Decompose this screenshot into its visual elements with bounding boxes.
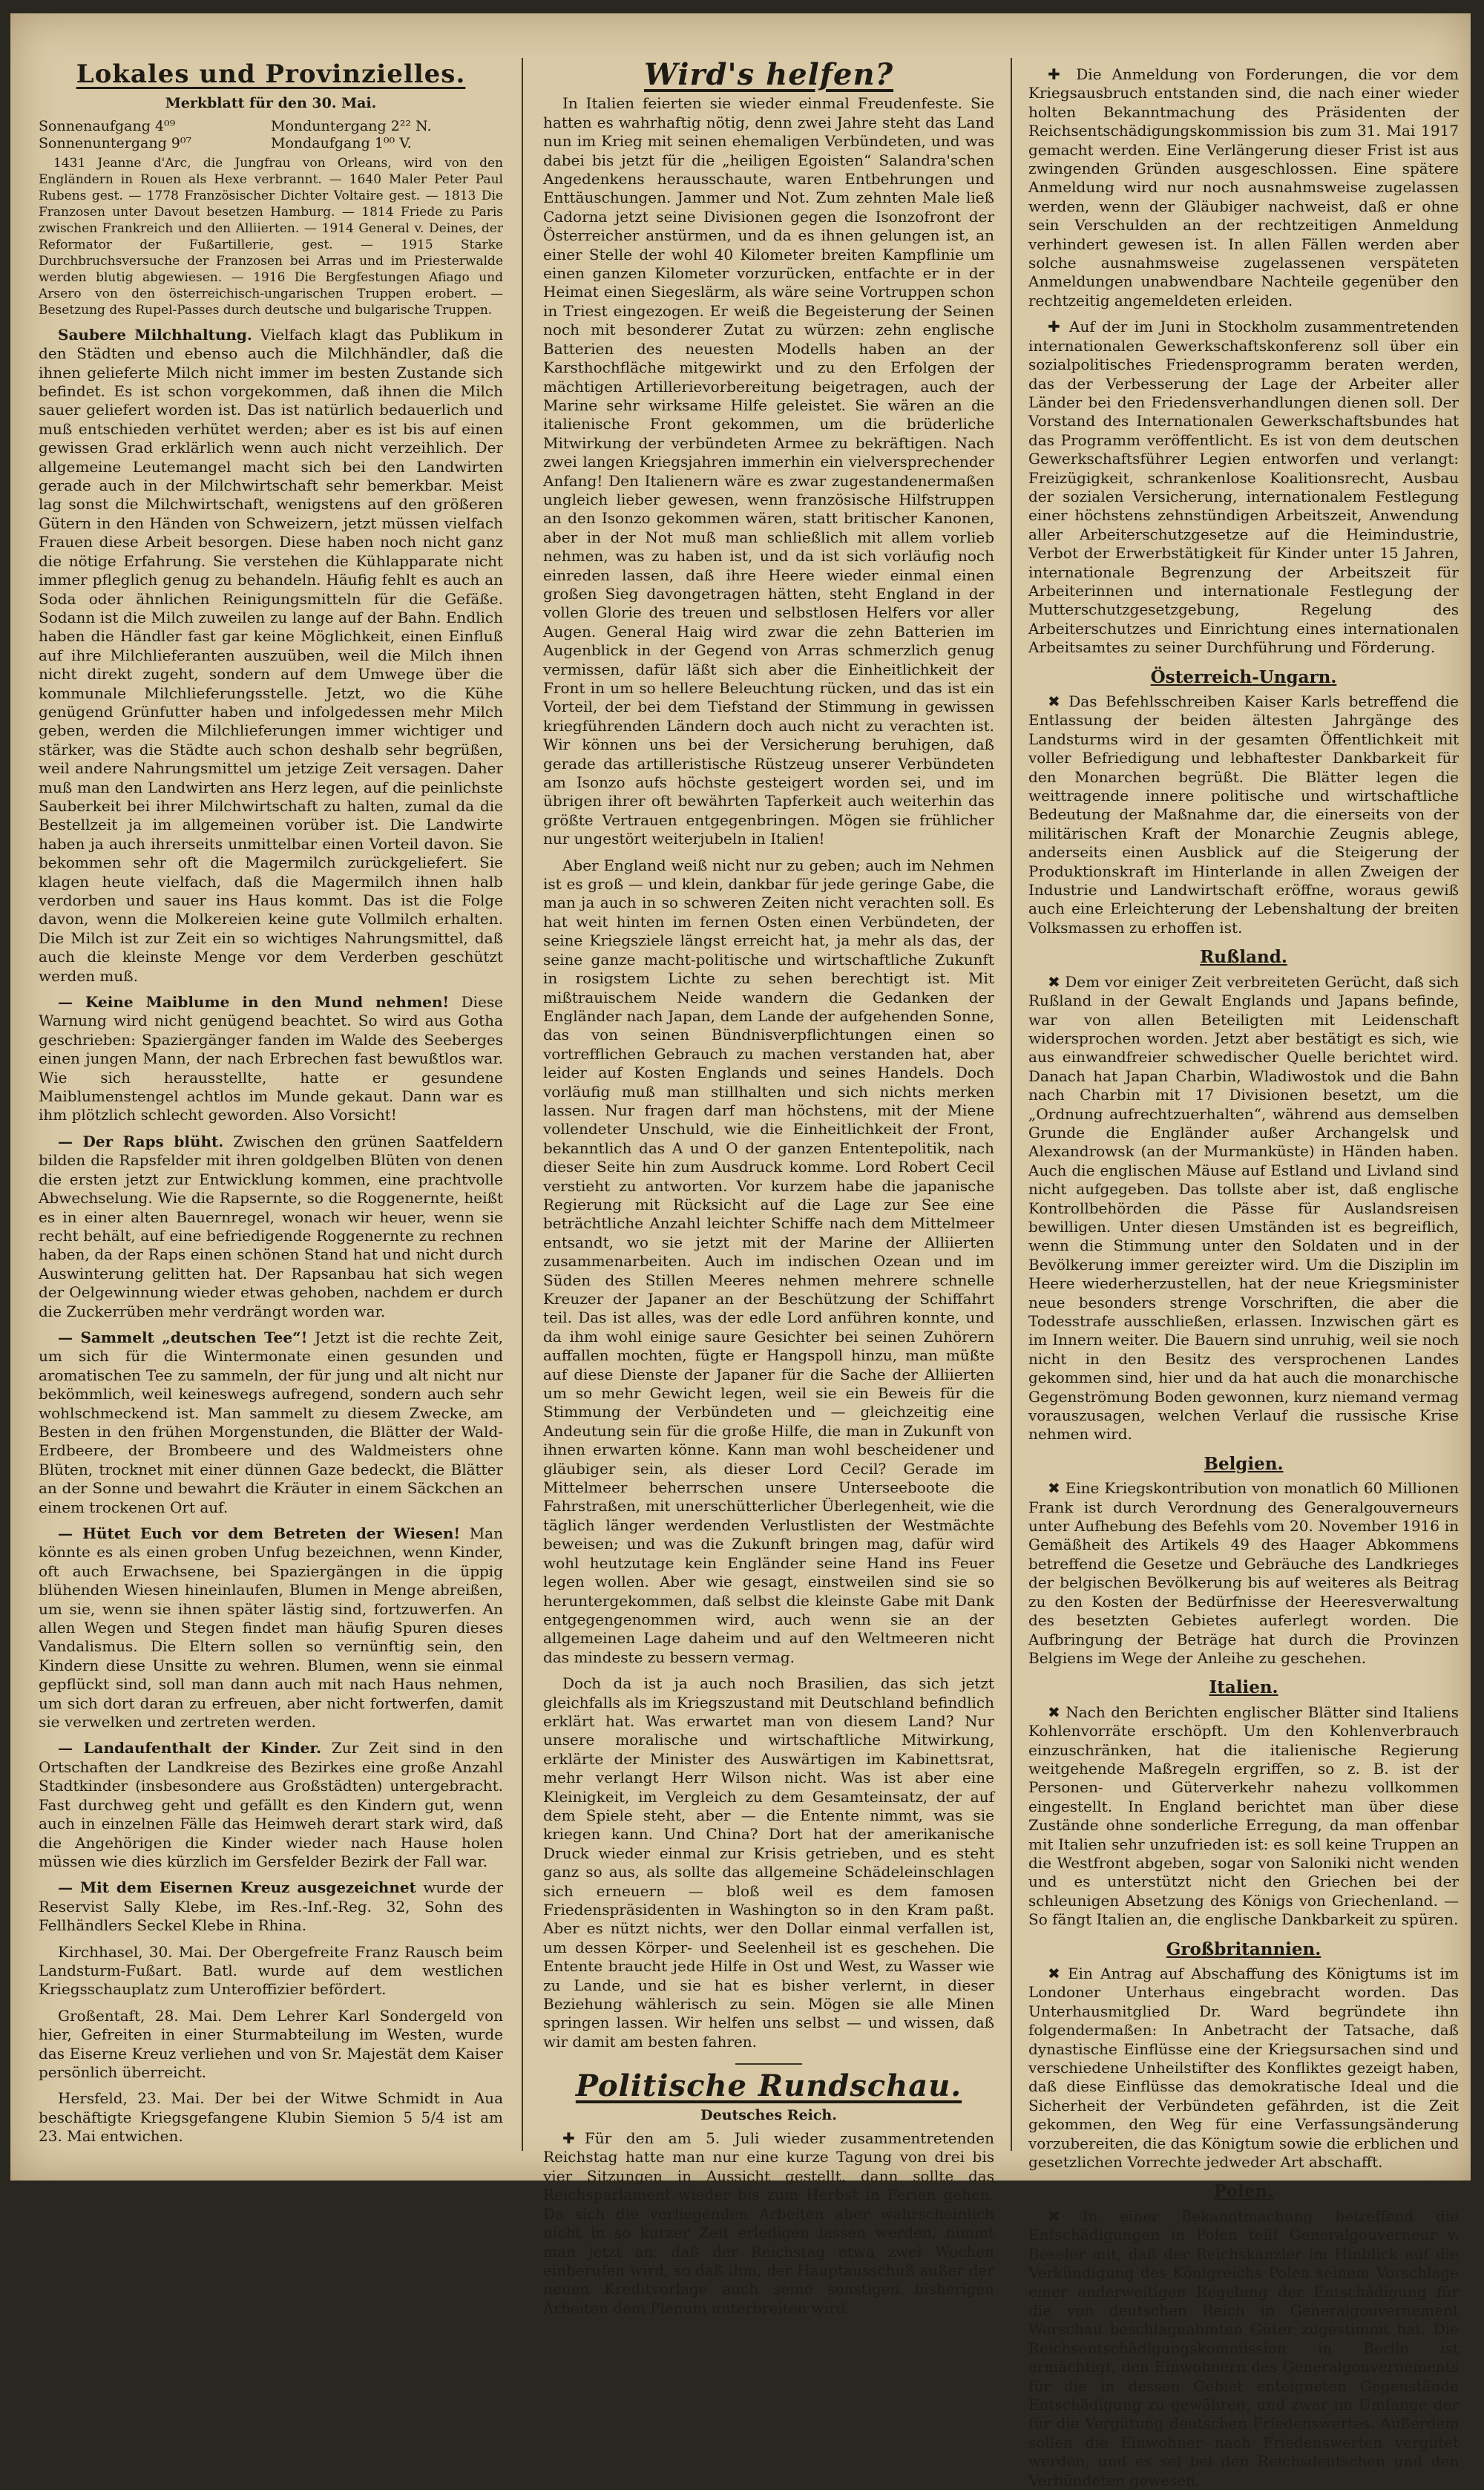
russia-paragraph: ✖ Dem vor einiger Zeit verbreiteten Gerücht, daß sich Rußland in der Gewalt Englands und Japans befinde, war von allen Beteiligten mit Leidenschaft widersprochen worden. Jetzt aber bestätigt es sich, wie aus einwandfreier schwedischer Quelle berichtet wird. Danach hat Japan Charbin, Wladiwostok und die Bahn nach Charbin mit 17 Divisionen besetzt, um die „Ordnung aufrechtzuerhalten“, während aus demselben Grunde die Engländer außer Archangelsk und Alexandrowsk (an der Murmanküste) in Händen haben. Auch die englischen Mäuse auf Estland und Livland sind nicht aufgegeben. Das tollste aber ist, daß englische Kontrollbehörden die Pässe für Auslandsreisen bewilligen. Unter diesen Umständen ist es begreiflich, wenn die Stimmung unter den Soldaten und in der Bevölkerung immer gereizter wird. Um die Disziplin im Heere wiederherzustellen, hat der neue Kriegsminister neue besonders strenge Vorschriften, die aber die Todesstrafe ausschließen, erlassen. Inzwischen gärt es im Innern weiter. Die Bauern sind unruhig, weil sie noch nicht in den Besitz des versprochenen Landes gekommen sind, hier und da hat auch die monarchische Gegenströmung Boden gewonnen, kurz niemand vermag vorauszusagen, welchen Verlauf die russische Krise nehmen wird. [1028, 972, 1459, 1444]
article-lead: — Landaufenthalt der Kinder. [58, 1739, 322, 1757]
article-grossentaft: Großentaft, 28. Mai. Dem Lehrer Karl Sondergeld von hier, Gefreiten in einer Sturmabteilung im Westen, wurde das Eiserne Kreuz verliehen und von Sr. Majestät dem Kaiser persönlich überreicht. [39, 2006, 503, 2081]
column-local-news [39, 59, 504, 2158]
italy-paragraph: ✖ Nach den Berichten englischer Blätter sind Italiens Kohlenvorräte erschöpft. Um den Kohlenverbrauch einzuschränken, hat die italienische Regierung weitgehende Maßregeln ergriffen, so z. B. ist der Personen- und Güterverkehr nahezu vollkommen eingestellt. In England berichtet man über diese Zustände ohne sonderliche Erregung, da man offenbar mit Italien sehr unzufrieden ist: es soll keine Truppen an die Westfront abgeben, sogar von Saloniki nicht wenden und es unterstützt nicht den Griechen bei der schleunigen Absetzung des Königs von Griechenland. — So fängt Italien an, die englische Dankbarkeit zu spüren. [1028, 1703, 1459, 1929]
article-wiesen: — Hütet Euch vor dem Betreten der Wiesen! Man könnte es als einen groben Unfug bezeichnen, wenn Kinder, oft auch Erwachsene, bei Spaziergängen in die üppig blühenden Wiesen hineinlaufen, Blumen in Menge abreißen, um sie, wenn sie ihnen später lästig sind, fortzuwerfen. An allen Wegen und Stegen findet man häufig Spuren dieses Vandalismus. Die Eltern sollen so vernünftig sein, den Kindern diese Unsitte zu wehren. Blumen, wenn sie einmal gepflückt sind, soll man dann auch mit nach Haus nehmen, um sich dort daran zu erfreuen, aber nicht fortwerfen, damit sie verwelken und zertreten werden. [39, 1524, 503, 1731]
poland-paragraph: ✖ In einer Bekanntmachung betreffend die Entschädigungen in Polen teilt Generalgouverneur v. Beseler mit, daß der Reichskanzler im Hinblick auf die Verkündigung des Königreichs Polen seinem Vorschlage einer anderweitigen Regelung der Entschädigung für die von deutschen Reich in Generalgouvernement Warschau beschlagnahmten Güter zugestimmt hat. Die Reichsentschädigungskommission in Berlin ist ermächtigt, den Einwohnern des Generalgouvernements für die in dessen Gebiet enteigneten Gegenstände Entschädigung zu gewähren, und zwar im Umfange der für die Vergütung deutschen Friedenswertes. Außerdem sollen die Einwohner nach Friedenswerten vergütet werden, und es sei bei den Reichsdeutschen und den Verbündeten gewesen. [1028, 2206, 1459, 2489]
article-hersfeld: Hersfeld, 23. Mai. Der bei der Witwe Schmidt in Aua beschäftigte Kriegsgefangene Klubin Siemion 5 5/4 ist am 23. Mai entwichen. [39, 2089, 503, 2146]
poland-heading: Polen. [1213, 2181, 1274, 2202]
article-lead: — Sammelt „deutschen Tee“! [58, 1328, 308, 1346]
italy-heading: Italien. [1209, 1677, 1278, 1698]
britain-paragraph: ✖ Ein Antrag auf Abschaffung des Königtums ist im Londoner Unterhaus eingebracht worden. Das Unterhausmitglied Dr. Ward begründete ihn folgendermaßen: In Anbetracht der Tatsache, daß dynastische Einflüsse eine der Kriegsursachen sind und verschiedene Unheilstifter des Konfliktes gezeigt haben, daß diese Einflüsse das demokratische Ideal und die Sicherheit der Verbündeten gefährden, ist die Zeit gekommen, den Weg für eine Verfassungsänderung vorzubereiten, die das Königtum sowie die erblichen und gesetzlichen Vorrechte jedweder Art abschafft. [1028, 1965, 1459, 2172]
politics-heading: Politische Rundschau. [575, 2068, 962, 2104]
column-politics [1028, 65, 1459, 2489]
austria-heading: Österreich-Ungarn. [1150, 666, 1337, 687]
article-lead: — Keine Maiblume in den Mund nehmen! [58, 993, 450, 1012]
moonrise-row: Mondaufgang 1⁰⁰ V. [271, 134, 412, 151]
almanac-table [39, 118, 503, 152]
article-maiblume: — Keine Maiblume in den Mund nehmen! Diese Warnung wird nicht genügend beachtet. So wird aus Gotha geschrieben: Spaziergänger fanden im Walde des Seeberges einen jungen Mann, der nach Erbrechen fast bewußtlos war. Wie sich herausstellte, hatte er gesundene Maiblumenstengel achtlos im Munde gekaut. Dann war es ihm plötzlich schlecht geworden. Also Vorsicht! [39, 993, 503, 1124]
editorial-paragraph: In Italien feierten sie wieder einmal Freudenfeste. Sie hatten es wahrhaftig nötig, denn zwei Jahre steht das Land nun im Krieg mit seinen ehemaligen Verbündeten, und was dabei bis jetzt für die „heiligen Egoisten“ Salandra'schen Angedenkens herausschaute, waren Entbehrungen und Enttäuschungen. Jammer und Not. Zum zehnten Male ließ Cadorna jetzt seine Divisionen gegen die Isonzofront der Österreicher anstürmen, und da es ihnen gelungen ist, an einer Stelle der wohl 40 Kilometer breiten Kampflinie um einen ganzen Kilometer vorzurücken, entfachte er in der Heimat einen Siegeslärm, als wäre seine Vortruppen schon in Triest eingezogen. Er weiß die Begeisterung der Seinen noch mit besonderer Zutat zu würzen: zehn englische Batterien des neuesten Modells haben an der Karsthochfläche mitgewirkt und zu den Erfolgen der mächtigen Artillerievorbereitung beigetragen, auch der Marine sehr wirksame Hilfe geleistet. Sie wären an die italienische Front gekommen, um die brüderliche Mitwirkung der verbündeten Armee zu bekräftigen. Nach zwei langen Kriegsjahren immerhin ein vielversprechender Anfang! Den Italienern wäre es zwar zugestandenermaßen ungleich lieber gewesen, wenn französische Hilfstruppen an den Isonzo gekommen wären, statt britischer Kanonen, aber in der Not muß man schließlich mit allem vorlieb nehmen, was zu haben ist, und da ist sich vorläufig noch einreden lassen, daß ihre Heere wieder einmal einen großen Sieg davongetragen hätten, steht England in der vollen Glorie des treuen und selbstlosen Helfers vor aller Augen. General Haig wird zwar die zehn Batterien im Augenblick in der Gegend von Arras schmerzlich genug vermissen, dafür läßt sich aber die Einheitlichkeit der Front in um so hellere Beleuchtung rücken, und das ist ein Vorteil, der bei dem Tiefstand der Stimmung in gewissen kriegführenden Ländern doch auch nicht zu verachten ist. Wir können uns bei der Versicherung beruhigen, daß gerade das artilleristische Rüstzeug unserer Verbündeten am Isonzo aufs höchste gesteigert worden sei, und im übrigen ihrer oft bewährten Tapferkeit auch weiterhin das größte Vertrauen entgegenbringen. Mögen sie frühlicher nur ungestört weiterjubeln in Italien! [543, 94, 994, 848]
austria-paragraph: ✖ Das Befehlsschreiben Kaiser Karls betreffend die Entlassung der beiden ältesten Jahrgänge des Landsturms wird in der gesamten Öffentlichkeit mit voller Befriedigung und lebhaftester Dankbarkeit für den Monarchen begrüßt. Die Blätter legen die weittragende innere politische und wirtschaftliche Bedeutung der Maßnahme dar, die einerseits von der militärischen Kraft der Monarchie Zeugnis ablege, anderseits einen Ausblick auf die Steigerung der Produktionskraft im Hinterlande in allen Zweigen der Industrie und Landwirtschaft eröffne, woraus gewiß auch eine Erleichterung der Lebenshaltung der breiten Volksmassen zu erhoffen ist. [1028, 692, 1459, 937]
editorial-paragraph: Aber England weiß nicht nur zu geben; auch im Nehmen ist es groß — und klein, dankbar für jede geringe Gabe, die man ja auch in so schweren Zeiten nicht verachten soll. Es hat weit hinten im fernen Osten einen Verbündeten, der seine Kriegsziele längst erreicht hat, ja mehr als das, der seine ganze macht-politische und wirtschaftliche Zukunft in rosigstem Lichte zu sehen berechtigt ist. Mit mißtrauischem Neide wandern die Gedanken der Engländer nach Japan, dem Lande der aufgehenden Sonne, das von seinen Bündnisverpflichtungen einen so vortrefflichen Gebrauch zu machen verstanden hat, aber leider auf Kosten Englands und seines Handels. Doch vorläufig muß man stillhalten und sich nichts merken lassen. Nur fragen darf man höchstens, mit der Miene vollendeter Unschuld, wie die Einheitlichkeit der Front, bekanntlich das A und O der ganzen Ententepolitik, nach dieser Seite hin zum Ausdruck komme. Lord Robert Cecil verstieht zu antworten. Vor kurzem habe die japanische Regierung mit Rücksicht auf die Lage zur See eine beträchtliche Anzahl leichter Schiffe nach dem Mittelmeer entsandt, wo sie jetzt mit der Marine der Alliierten zusammenarbeiten. Auch im indischen Ozean und im Süden des Stillen Meeres nehmen mehrere schnelle Kreuzer der Japaner an der Beschützung der Schiffahrt teil. Das ist alles, was der edle Lord anführen konnte, und da ihm wohl einige saure Gesichter bei seinen Zuhörern auffallen mochten, fügte er Hangspoll hinzu, man müßte auf diese Dienste der Japaner für die Sache der Alliierten um so mehr Gewicht legen, weil sie ein Beweis für die Stimmung der Verbündeten und — gleichzeitig eine Andeutung sein für die große Hilfe, die man in Zukunft von ihnen erwarten könne. Kann man wohl bescheidener und gläubiger sein, als dieser Lord Cecil? Gerade im Mittelmeer beherrschen unsere Unterseeboote die Fahrstraßen, mit unerschütterlicher Überlegenheit, wie die täglich länger werdenden Verlustlisten der Westmächte beweisen; und was die Zukunft bringen mag, dafür wird wohl heutzutage kein Engländer seine Hand ins Feuer legen wollen. Aber wie gesagt, einstweilen sind sie so heruntergekommen, daß selbst die kleinste Gabe mit Dank entgegengenommen wird, auch wenn sie an der allgemeinen Lage daheim und auf den Weltmeeren nicht das mindeste zu bessern vermag. [543, 856, 994, 1666]
column-rule [522, 58, 523, 2151]
reich-heading: Deutsches Reich. [700, 2106, 837, 2123]
article-lead: Saubere Milchhaltung. [58, 325, 252, 344]
politics-paragraph: ✚ Die Anmeldung von Forderungen, die vor dem Kriegsausbruch entstanden sind, die nach einer wieder holten Bekanntmachung des Präsidenten der Reichsentschädigungskommission bis zum 31. Mai 1917 gemacht werden. Eine Verlängerung dieser Frist ist aus zwingenden Gründen ausgeschlossen. Eine spätere Anmeldung wird nur noch ausnahmsweise zugelassen werden, wenn der Gläubiger nachweist, daß er ohne sein Verschulden an der rechtzeitigen Anmeldung verhindert gewesen ist. In allen Fällen werden aber solche ausnahmsweise zugelassenen verspäteten Anmeldungen unabwendbare Nachteile gegenüber den rechtzeitig angemeldeten erleiden. [1028, 65, 1459, 309]
column-rule [1011, 58, 1012, 2151]
russia-heading: Rußland. [1200, 947, 1287, 968]
sunset-row: Sonnenuntergang 9⁰⁷ [39, 134, 192, 151]
britain-heading: Großbritannien. [1166, 1939, 1322, 1959]
newspaper-page [10, 13, 1471, 2489]
editorial-paragraph: Doch da ist ja auch noch Brasilien, das sich jetzt gleichfalls als im Kriegszustand mit Deutschland befindlich erklärt hat. Was erwartet man von diesem Land? Nur unsere moralische und wirtschaftliche Mitwirkung, erklärte der Minister des Auswärtigen im Kabinettsrat, mehr verlangt Herr Wilson nicht. Was ist aber eine Kleinigkeit, im Vergleich zu dem Gesamteinsatz, der auf dem Spiele steht, aber — die Entente nimmt, was sie kriegen kann. Und China? Dort hat der amerikanische Druck wieder einmal zur Krisis getrieben, und es steht ganz so aus, als sollte das allgemeine Schädeleinschlagen sich erneuern — bloß weil es dem famosen Friedenspräsidenten in Washington so in den Kram paßt. Aber es nützt nichts, wer den Dollar einmal verfallen ist, um dessen Körper- und Seelenheil ist es geschehen. Die Entente braucht jede Hilfe in Ost und West, zu Wasser wie zu Lande, und sie hat es bisher verlernt, in dieser Beziehung wählerisch zu sein. Mögen sie alle Minen springen lassen. Wir helfen uns selbst — und wissen, daß wir damit am besten fahren. [543, 1674, 994, 2051]
belgium-paragraph: ✖ Eine Kriegskontribution von monatlich 60 Millionen Frank ist durch Verordnung des Generalgouverneurs unter Aufhebung des Befehls vom 20. November 1916 in Gemäßheit des Artikels 49 des Haager Abkommens betreffend die Gesetze und Gebräuche des Landkrieges der belgischen Bevölkerung bis auf weiteres als Beitrag zu den Kosten der Bedürfnisse der Heeresverwaltung des besetzten Gebietes auferlegt worden. Die Aufbringung der Beträge hat durch die Provinzen Belgiens im Wege der Anleihe zu geschehen. [1028, 1479, 1459, 1667]
article-tee: — Sammelt „deutschen Tee“! Jetzt ist die rechte Zeit, um sich für die Wintermonate einen gesunden und aromatischen Tee zu sammeln, der für jung und alt nicht nur bekömmlich, weil keineswegs aufregend, sondern auch sehr wohlschmeckend ist. Man sammelt zu diesem Zwecke, am Besten in den frühen Morgenstunden, die Blätter der Wald-Erdbeere, der Brombeere und des Waldmeisters ohne Blüten, trocknet mit einer dünnen Gaze bedeckt, die Blätter an der Sonne und bewahrt die Kräuter in einem Säckchen an einem trockenen Ort auf. [39, 1328, 503, 1516]
article-lead: — Der Raps blüht. [58, 1132, 224, 1150]
editorial-heading: Wird's helfen? [643, 57, 894, 92]
reichstag-paragraph: ✚Für den am 5. Juli wieder zusammentretenden Reichstag hatte man nur eine kurze Tagung von drei bis vier Sitzungen in Aussicht gestellt, dann sollte das Reichsparlament wieder bis zum Herbst in Ferien gehen. Da sich die vorliegenden Arbeiten aber wahrscheinlich nicht in so kurzer Zeit erledigen lassen werden, nimmt man jetzt an, daß der Reichstag etwa zwei Wochen einberufen wird, so daß ihm, der Hauptausschuß außer der neuen Kreditvorlage auch seine sonstigen bisherigen Arbeiten dem Plenum unterbreiten wird. [543, 2129, 994, 2317]
moonset-row: Monduntergang 2²² N. [271, 117, 432, 134]
article-lead: — Hütet Euch vor dem Betreten der Wiesen! [58, 1524, 461, 1542]
article-kirchhasel: Kirchhasel, 30. Mai. Der Obergefreite Franz Rausch beim Landsturm-Fußart. Batl. wurde auf dem westlichen Kriegsschauplatz zum Unteroffizier befördert. [39, 1942, 503, 1999]
article-kinder: — Landaufenthalt der Kinder. Zur Zeit sind in den Ortschaften der Landkreise des Bezirkes eine große Anzahl Stadtkinder (insbesondere aus Großstädten) untergebracht. Fast durchweg geht und gefällt es den Kindern gut, wenn auch in einzelnen Fälle das Heimweh derart stark wird, daß die Angehörigen die Kinder wieder nach Hause holen müssen wie dies kürzlich im Gersfelder Bezirk der Fall war. [39, 1739, 503, 1870]
historical-dates: 1431 Jeanne d'Arc, die Jungfrau von Orleans, wird von den Engländern in Rouen als Hexe verbrannt. — 1640 Maler Peter Paul Rubens gest. — 1778 Französischer Dichter Voltaire gest. — 1813 Die Franzosen unter Davout besetzen Hamburg. — 1814 Friede zu Paris zwischen Frankreich und den Alliierten. — 1914 General v. Deines, der Reformator der Fußartillerie, gest. — 1915 Starke Durchbruchsversuche der Franzosen bei Arras und im Priesterwalde werden blutig abgewiesen. — 1916 Die Bergfestungen Afiago und Arsero von den österreichisch-ungarischen Truppen erobert. — Besetzung des Rupel-Passes durch deutsche und bulgarische Truppen. [39, 155, 503, 318]
politics-paragraph: ✚ Auf der im Juni in Stockholm zusammentretenden internationalen Gewerkschaftskonferenz soll über ein sozialpolitisches Friedensprogramm beraten werden, das der Verbesserung der Lage der Arbeiter aller Länder bei den Friedensverhandlungen dienen soll. Der Vorstand des Internationalen Gewerkschaftsbundes hat das Programm veröffentlicht. Es ist von dem deutschen Gewerkschaftsführer Legien entworfen und verlangt: Freizügigkeit, schrankenlose Koalitionsrecht, Ausbau der sozialen Versicherung, internationalem Festlegung einer höchstens zehnstündigen Arbeitszeit, Anwendung aller Arbeiterschutzgesetze auf die Heimindustrie, Verbot der Erwerbstätigkeit für Kinder unter 15 Jahren, internationale Begrenzung der Arbeitszeit für Arbeiterinnen und internationale Festlegung der Mutterschutzgesetzgebung, Regelung des Arbeiterschutzes und Einrichtung eines internationalen Arbeitsamtes zu seiner Durchführung und Förderung. [1028, 318, 1459, 657]
local-news-heading: Lokales und Provinzielles. [76, 59, 466, 89]
merkblatt-title: Merkblatt für den 30. Mai. [165, 95, 377, 112]
article-raps: — Der Raps blüht. Zwischen den grünen Saatfeldern bilden die Rapsfelder mit ihren goldgelben Blüten von denen die ersten jetzt zur Entwicklung kommen, eine prachtvolle Abwechselung. Wie die Rapsernte, so die Roggenernte, heißt es in einer alten Bauernregel, wonach wir heuer, wenn sie recht behält, auf eine befriedigende Roggenernte zu rechnen haben, da der Raps einen schönen Stand hat und nicht durch Auswinterung gelitten hat. Der Rapsanbau hat sich wegen der Oelgewinnung wieder etwas gehoben, nachdem er durch die Zuckerrüben mehr verdrängt worden war. [39, 1132, 503, 1320]
sunrise-row: Sonnenaufgang 4⁰⁹ [39, 117, 176, 134]
article-lead: — Mit dem Eisernen Kreuz ausgezeichnet [58, 1878, 416, 1897]
column-editorial [543, 57, 994, 2317]
section-divider [735, 2063, 802, 2065]
article-milk: Saubere Milchhaltung. Vielfach klagt das Publikum in den Städten und ebenso auch die Milchhändler, daß die ihnen gelieferte Milch nicht immer im besten Zustande sich befindet. Es ist schon vorgekommen, daß ihnen die Milch sauer geliefert worden ist. Das ist natürlich bedauerlich und muß entschieden verhütet werden; aber es ist bis auf einen gewissen Grad erklärlich wenn auch nicht verzeihlich. Der allgemeine Leutemangel macht sich bei den Landwirten gerade auch in der Milchwirtschaft sehr bemerkbar. Meist lag sonst die Milchwirtschaft, wenigstens auf den größeren Gütern in den Händen von Schweizern, jetzt müssen vielfach Frauen diese Arbeit besorgen. Diese haben noch nicht ganz die nötige Erfahrung. Sie verstehen die Kühlapparate nicht immer pfleglich genug zu behandeln. Häufig fehlt es auch an Soda oder ähnlichen Reinigungsmitteln für die Gefäße. Sodann ist die Milch zuweilen zu lange auf der Bahn. Endlich haben die Händler fast gar keine Möglichkeit, einen Einfluß auf ihre Milchlieferanten auszuüben, weil die Milch ihnen nicht direkt zugeht, sondern auf dem Umwege über die kommunale Milchlieferungsstelle. Jetzt, wo die Kühe genügend Grünfutter haben und infolgedessen mehr Milch geben, werden die Milchlieferungen immer wichtiger und stärker, was die Städte auch schon deshalb sehr begrüßen, weil andere Nahrungsmittel um jetzige Zeit versagen. Daher muß man den Landwirten ans Herz legen, auf die peinlichste Sauberkeit bei ihrer Milchwirtschaft zu halten, zumal da die Bestellzeit ja im allgemeinen vorüber ist. Die Landwirte haben ja auch ihrerseits unmittelbar einen Vorteil davon. Sie bekommen sehr oft die Magermilch zurückgeliefert. Sie klagen heute vielfach, daß die Magermilch ihnen halb verdorben und sauer ins Haus kommt. Das ist die Folge davon, wenn die Molkereien keine gute Vollmilch erhalten. Die Milch ist zur Zeit ein so wichtiges Nahrungsmittel, daß auch die kleinste Menge vor dem Verderben geschützt werden muß. [39, 325, 504, 985]
belgium-heading: Belgien. [1204, 1453, 1284, 1474]
article-eisernes-kreuz: — Mit dem Eisernen Kreuz ausgezeichnet wurde der Reservist Sally Klebe, im Res.-Inf.-Reg. 32, Sohn des Fellhändlers Seckel Klebe in Rhina. [39, 1878, 504, 1935]
